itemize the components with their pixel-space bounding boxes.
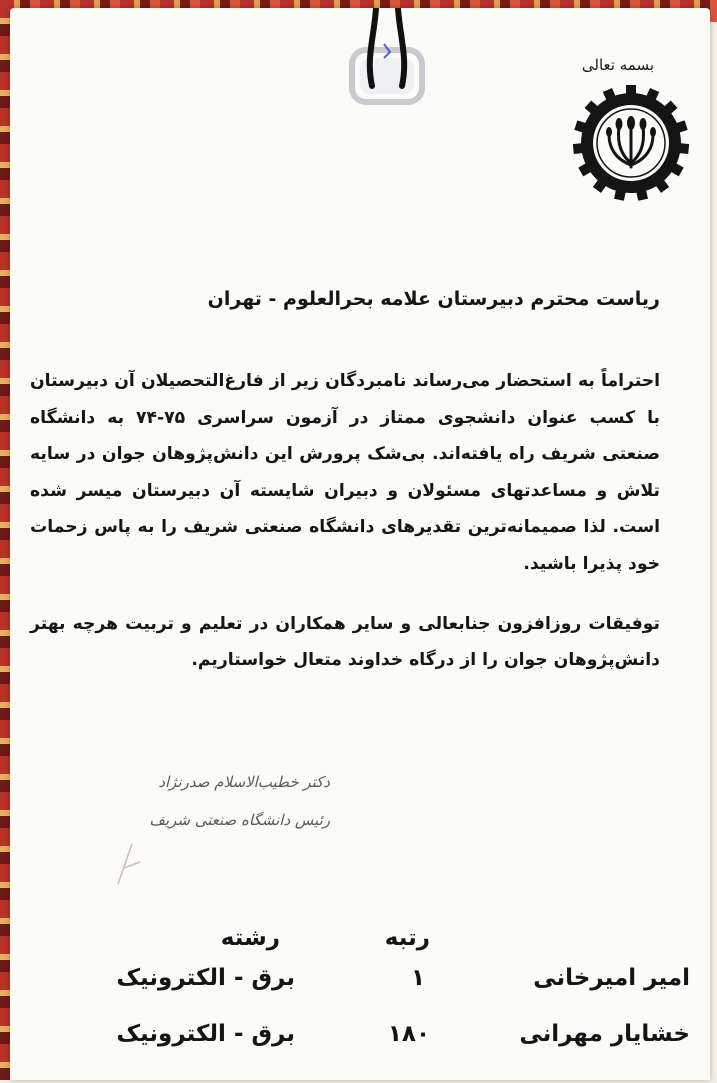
letter-closing-paragraph: توفیقات روزافزون جنابعالی و سایر همکاران در تعلیم و تربیت هرچه بهتر دانش‌پژوهان جوان را از درگاه خداوند متعال خواستاریم. [30,614,660,670]
column-header-field: رشته [220,925,280,951]
table-cell-field: برق - الکترونیک [116,1021,295,1047]
letter-paper [10,8,710,1080]
signature-block [149,763,330,839]
table-cell-rank: ۱۸۰ [387,1021,430,1047]
signatory-title: رئیس دانشگاه صنعتی شریف [149,811,330,829]
signatory-name: دکتر خطیب‌الاسلام صدرنژاد [158,773,330,791]
column-header-rank: رتبه [384,925,430,951]
bismillah-heading: بسمه تعالی [581,56,654,74]
ranking-table [40,913,690,1083]
sharif-university-logo-icon [571,83,691,203]
letter-body-paragraph: احتراماً به استحضار می‌رساند نامبردگان زیر از فارغ‌التحصیلان آن دبیرستان با کسب عنوان دانشجوی ممتاز در آزمون سراسری ۷۵-۷۴ به دانشگاه صنعتی شریف راه یافته‌اند. بی‌شک پرورش این دانش‌پژوهان جوان در سایه تلاش و مساعدتهای مسئولان و دبیران شایسته آن دبیرستان میسر شده است. لذا صمیمانه‌ترین تقدیرهای دانشگاه صنعتی شریف را به پاس زحمات خود پذیرا باشید. [30,371,660,574]
table-cell-name: خشایار مهرانی [519,1021,690,1047]
binder-clip-icon [346,8,428,108]
table-cell-rank: ۱ [410,965,425,991]
table-cell-field: برق - الکترونیک [116,965,295,991]
stray-pen-mark-icon [110,838,150,888]
table-cell-name: امیر امیرخانی [533,965,690,991]
recipient-line: ریاست محترم دبیرستان علامه بحرالعلوم - تهران [207,288,660,310]
